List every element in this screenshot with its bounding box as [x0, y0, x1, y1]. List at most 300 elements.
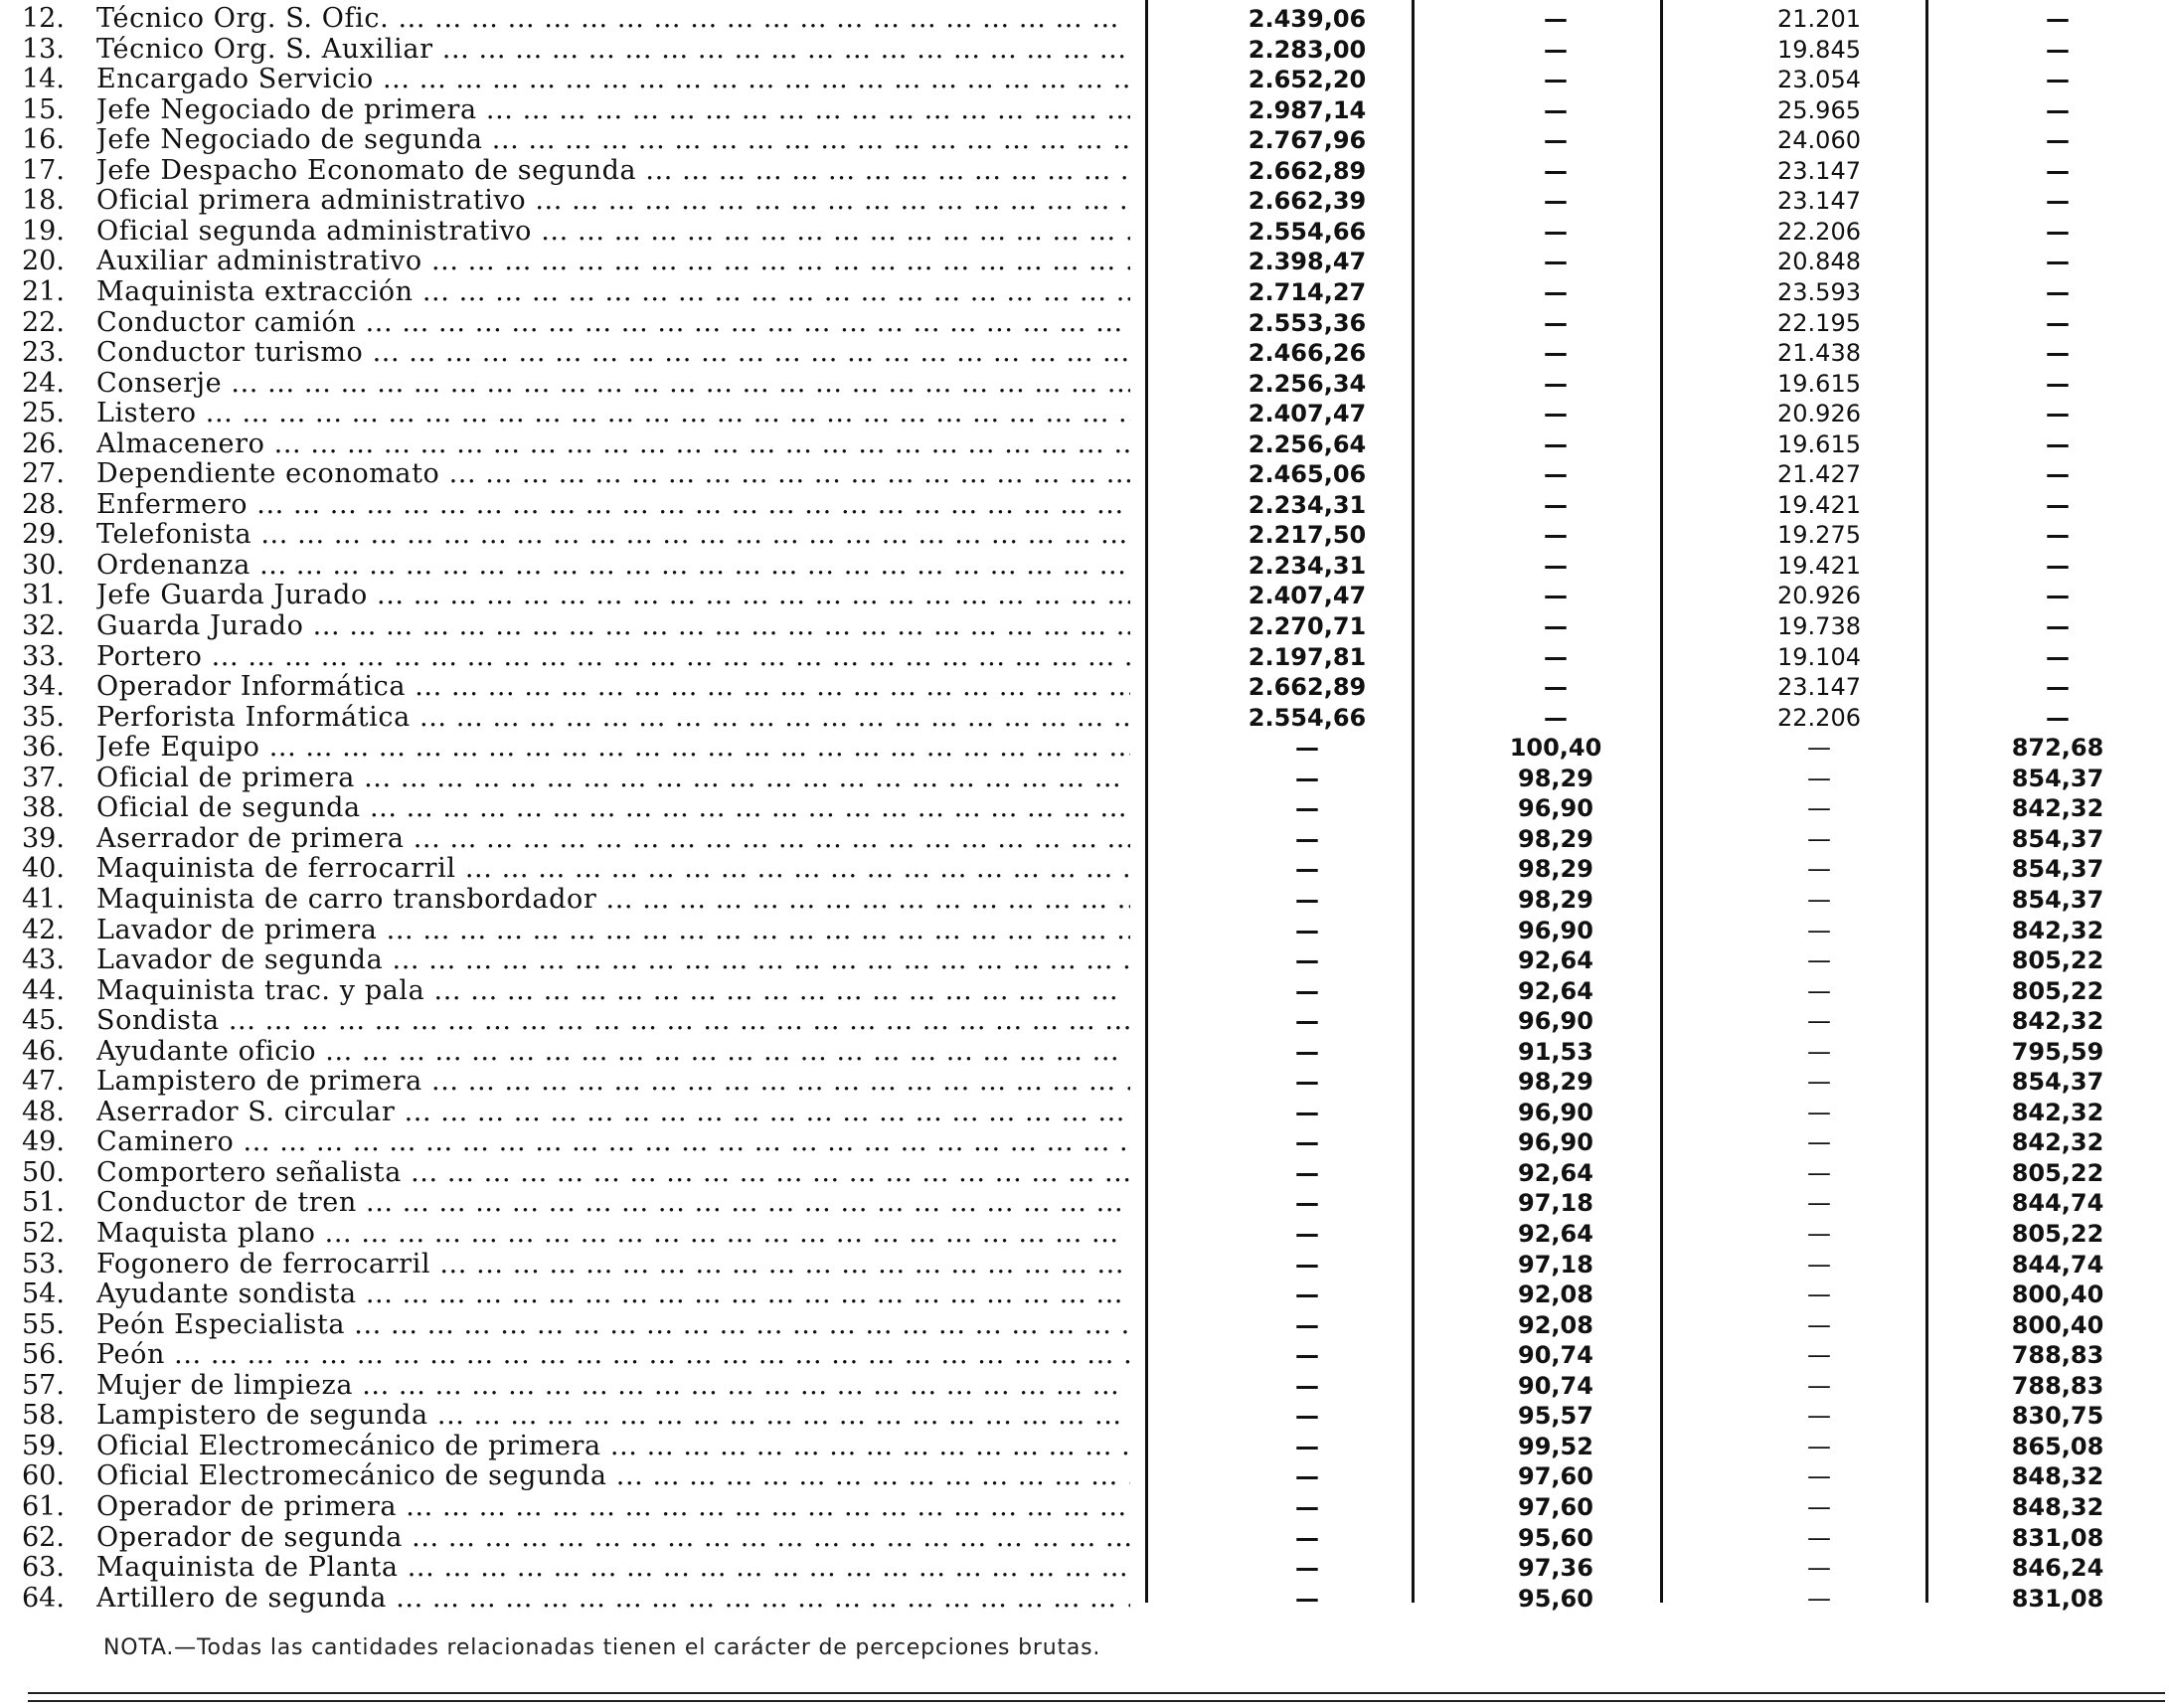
weekly-amount-cell: 854,37 [2011, 764, 2104, 792]
annual-amount-cell: — [1807, 1220, 1831, 1248]
weekly-amount-cell: 844,74 [2011, 1250, 2104, 1279]
category-label: Lampistero de primera ... . [96, 1067, 1130, 1097]
monthly-salary-cell: 2.553,36 [1248, 308, 1367, 337]
weekly-amount-cell: — [2046, 642, 2070, 671]
table-row [0, 490, 2169, 520]
table-row [0, 1219, 2169, 1249]
weekly-amount-cell: — [2046, 5, 2070, 33]
daily-salary-cell: — [1544, 429, 1568, 458]
row-number: 39. [22, 822, 65, 854]
daily-salary-cell: 90,74 [1518, 1341, 1593, 1370]
monthly-salary-cell: — [1295, 885, 1319, 914]
weekly-amount-cell: — [2046, 369, 2070, 398]
weekly-amount-cell: — [2046, 582, 2070, 610]
weekly-amount-cell: 872,68 [2011, 734, 2104, 763]
table-row [0, 1006, 2169, 1036]
category-label: Jefe Equipo ... . [96, 733, 1130, 763]
table-row [0, 65, 2169, 94]
row-number: 53. [22, 1248, 65, 1280]
daily-salary-cell: — [1544, 5, 1568, 33]
daily-salary-cell: 95,60 [1518, 1584, 1593, 1613]
daily-salary-cell: — [1544, 400, 1568, 428]
category-label: Conductor camión ... . [96, 308, 1130, 338]
daily-salary-cell: 92,64 [1518, 976, 1593, 1005]
weekly-amount-cell: 788,83 [2011, 1341, 2104, 1370]
annual-amount-cell: 23.147 [1777, 187, 1861, 216]
monthly-salary-cell: 2.714,27 [1248, 277, 1367, 306]
row-number: 62. [22, 1521, 65, 1553]
weekly-amount-cell: 831,08 [2011, 1584, 2104, 1613]
monthly-salary-cell: — [1295, 1128, 1319, 1157]
category-label: Oficial de primera ... . [96, 764, 1130, 793]
table-row [0, 369, 2169, 399]
annual-amount-cell: — [1807, 764, 1831, 792]
annual-amount-cell: — [1807, 794, 1831, 823]
table-row [0, 1098, 2169, 1127]
annual-amount-cell: — [1807, 1007, 1831, 1036]
category-label: Ayudante sondista ... . [96, 1280, 1130, 1309]
row-number: 47. [22, 1066, 65, 1098]
monthly-salary-cell: — [1295, 1037, 1319, 1066]
annual-amount-cell: — [1807, 824, 1831, 853]
daily-salary-cell: 97,60 [1518, 1492, 1593, 1521]
row-number: 51. [22, 1187, 65, 1219]
category-label: Operador Informática ... . [96, 672, 1130, 702]
monthly-salary-cell: 2.466,26 [1248, 339, 1367, 368]
daily-salary-cell: — [1544, 490, 1568, 519]
weekly-amount-cell: 854,37 [2011, 824, 2104, 853]
table-row [0, 125, 2169, 155]
row-number: 18. [22, 185, 65, 217]
annual-amount-cell: 19.421 [1777, 551, 1861, 580]
daily-salary-cell: — [1544, 612, 1568, 640]
monthly-salary-cell: 2.767,96 [1248, 126, 1367, 155]
daily-salary-cell: — [1544, 187, 1568, 216]
monthly-salary-cell: — [1295, 1007, 1319, 1036]
row-number: 17. [22, 154, 65, 186]
weekly-amount-cell: — [2046, 156, 2070, 185]
row-number: 42. [22, 914, 65, 945]
weekly-amount-cell: — [2046, 460, 2070, 489]
weekly-amount-cell: — [2046, 126, 2070, 155]
weekly-amount-cell: — [2046, 217, 2070, 246]
weekly-amount-cell: 854,37 [2011, 885, 2104, 914]
row-number: 40. [22, 853, 65, 885]
table-row [0, 338, 2169, 368]
category-label: Listero ... . [96, 399, 1130, 428]
category-label: Peón ... . [96, 1340, 1130, 1370]
table-row [0, 916, 2169, 945]
weekly-amount-cell: — [2046, 308, 2070, 337]
monthly-salary-cell: — [1295, 855, 1319, 884]
category-label: Técnico Org. S. Auxiliar ... . [96, 35, 1130, 65]
category-label: Operador de primera ... . [96, 1492, 1130, 1522]
annual-amount-cell: — [1807, 1371, 1831, 1400]
annual-amount-cell: 20.926 [1777, 400, 1861, 428]
category-label: Artillero de segunda ... . [96, 1584, 1130, 1614]
annual-amount-cell: 19.421 [1777, 490, 1861, 519]
table-row [0, 764, 2169, 793]
monthly-salary-cell: 2.439,06 [1248, 5, 1367, 33]
daily-salary-cell: — [1544, 156, 1568, 185]
row-number: 38. [22, 792, 65, 824]
monthly-salary-cell: — [1295, 1220, 1319, 1248]
daily-salary-cell: — [1544, 703, 1568, 732]
category-label: Oficial Electromecánico de segunda ... . [96, 1461, 1130, 1491]
daily-salary-cell: 98,29 [1518, 885, 1593, 914]
row-number: 31. [22, 580, 65, 611]
row-number: 54. [22, 1279, 65, 1310]
table-row [0, 1371, 2169, 1401]
weekly-amount-cell: 795,59 [2011, 1037, 2104, 1066]
table-row [0, 1067, 2169, 1097]
weekly-amount-cell: — [2046, 490, 2070, 519]
row-number: 45. [22, 1005, 65, 1037]
table-row [0, 1250, 2169, 1280]
table-row [0, 642, 2169, 672]
annual-amount-cell: — [1807, 916, 1831, 944]
category-label: Operador de segunda ... . [96, 1523, 1130, 1553]
table-row [0, 854, 2169, 884]
monthly-salary-cell: 2.256,34 [1248, 369, 1367, 398]
monthly-salary-cell: 2.407,47 [1248, 582, 1367, 610]
monthly-salary-cell: 2.662,89 [1248, 156, 1367, 185]
monthly-salary-cell: — [1295, 1250, 1319, 1279]
footnote: NOTA.—Todas las cantidades relacionadas tienen el carácter de percepciones brutas. [103, 1635, 1101, 1660]
monthly-salary-cell: — [1295, 1523, 1319, 1552]
daily-salary-cell: — [1544, 673, 1568, 702]
category-label: Maquinista extracción ... . [96, 277, 1130, 307]
daily-salary-cell: 98,29 [1518, 855, 1593, 884]
annual-amount-cell: — [1807, 885, 1831, 914]
weekly-amount-cell: 805,22 [2011, 1220, 2104, 1248]
daily-salary-cell: 98,29 [1518, 1068, 1593, 1097]
row-number: 49. [22, 1126, 65, 1158]
annual-amount-cell: — [1807, 976, 1831, 1005]
row-number: 25. [22, 398, 65, 429]
category-label: Comportero señalista ... . [96, 1158, 1130, 1188]
table-row [0, 520, 2169, 550]
monthly-salary-cell: — [1295, 1462, 1319, 1491]
daily-salary-cell: — [1544, 339, 1568, 368]
monthly-salary-cell: — [1295, 1158, 1319, 1187]
daily-salary-cell: 92,08 [1518, 1310, 1593, 1339]
annual-amount-cell: 20.926 [1777, 582, 1861, 610]
category-label: Peón Especialista ... . [96, 1310, 1130, 1340]
category-label: Perforista Informática ... . [96, 703, 1130, 733]
table-row [0, 459, 2169, 489]
table-row [0, 1553, 2169, 1583]
weekly-amount-cell: 800,40 [2011, 1281, 2104, 1309]
row-number: 50. [22, 1156, 65, 1188]
category-label: Técnico Org. S. Ofic. ... . [96, 4, 1130, 34]
row-number: 16. [22, 124, 65, 156]
weekly-amount-cell: — [2046, 429, 2070, 458]
daily-salary-cell: 92,64 [1518, 1158, 1593, 1187]
table-row [0, 1523, 2169, 1553]
monthly-salary-cell: 2.662,89 [1248, 673, 1367, 702]
row-number: 23. [22, 337, 65, 369]
annual-amount-cell: — [1807, 1068, 1831, 1097]
monthly-salary-cell: 2.465,06 [1248, 460, 1367, 489]
daily-salary-cell: — [1544, 642, 1568, 671]
weekly-amount-cell: 831,08 [2011, 1523, 2104, 1552]
daily-salary-cell: 95,57 [1518, 1402, 1593, 1431]
category-label: Conductor de tren ... . [96, 1188, 1130, 1218]
row-number: 32. [22, 610, 65, 641]
category-label: Portero ... . [96, 642, 1130, 672]
table-row [0, 1037, 2169, 1067]
daily-salary-cell: 92,64 [1518, 946, 1593, 975]
table-row [0, 399, 2169, 428]
weekly-amount-cell: — [2046, 35, 2070, 64]
category-label: Maquinista trac. y pala ... . [96, 976, 1130, 1006]
category-label: Ordenanza ... . [96, 551, 1130, 581]
row-number: 44. [22, 974, 65, 1006]
table-row [0, 1340, 2169, 1370]
row-number: 29. [22, 519, 65, 551]
row-number: 64. [22, 1582, 65, 1614]
daily-salary-cell: 98,29 [1518, 764, 1593, 792]
daily-salary-cell: — [1544, 95, 1568, 124]
category-label: Sondista ... . [96, 1006, 1130, 1036]
annual-amount-cell: — [1807, 1341, 1831, 1370]
category-label: Fogonero de ferrocarril ... . [96, 1250, 1130, 1280]
daily-salary-cell: 96,90 [1518, 794, 1593, 823]
category-label: Oficial Electromecánico de primera ... . [96, 1432, 1130, 1461]
annual-amount-cell: 23.147 [1777, 156, 1861, 185]
row-number: 28. [22, 488, 65, 520]
monthly-salary-cell: — [1295, 1189, 1319, 1218]
daily-salary-cell: — [1544, 66, 1568, 94]
daily-salary-cell: 98,29 [1518, 824, 1593, 853]
monthly-salary-cell: — [1295, 1281, 1319, 1309]
table-row [0, 1127, 2169, 1157]
annual-amount-cell: — [1807, 1584, 1831, 1613]
category-label: Almacenero ... . [96, 429, 1130, 459]
weekly-amount-cell: 848,32 [2011, 1492, 2104, 1521]
monthly-salary-cell: — [1295, 1371, 1319, 1400]
annual-amount-cell: — [1807, 946, 1831, 975]
annual-amount-cell: 25.965 [1777, 95, 1861, 124]
monthly-salary-cell: — [1295, 1554, 1319, 1583]
annual-amount-cell: 22.206 [1777, 217, 1861, 246]
daily-salary-cell: 96,90 [1518, 1007, 1593, 1036]
table-row [0, 976, 2169, 1006]
category-label: Maquinista de Planta ... . [96, 1553, 1130, 1583]
row-number: 37. [22, 762, 65, 793]
table-row [0, 95, 2169, 125]
category-label: Lavador de primera ... . [96, 916, 1130, 945]
row-number: 56. [22, 1339, 65, 1371]
annual-amount-cell: — [1807, 1310, 1831, 1339]
daily-salary-cell: 96,90 [1518, 1098, 1593, 1126]
daily-salary-cell: — [1544, 460, 1568, 489]
row-number: 57. [22, 1369, 65, 1401]
category-label: Caminero ... . [96, 1127, 1130, 1157]
monthly-salary-cell: 2.270,71 [1248, 612, 1367, 640]
monthly-salary-cell: 2.234,31 [1248, 551, 1367, 580]
monthly-salary-cell: 2.217,50 [1248, 521, 1367, 550]
annual-amount-cell: — [1807, 1462, 1831, 1491]
category-label: Maquista plano ... . [96, 1219, 1130, 1249]
annual-amount-cell: — [1807, 1250, 1831, 1279]
table-row [0, 1584, 2169, 1614]
daily-salary-cell: 91,53 [1518, 1037, 1593, 1066]
row-number: 63. [22, 1552, 65, 1584]
daily-salary-cell: — [1544, 277, 1568, 306]
daily-salary-cell: 97,18 [1518, 1250, 1593, 1279]
table-row [0, 581, 2169, 610]
row-number: 26. [22, 427, 65, 459]
row-number: 22. [22, 306, 65, 338]
annual-amount-cell: 21.201 [1777, 5, 1861, 33]
category-label: Telefonista ... . [96, 520, 1130, 550]
category-label: Conductor turismo ... . [96, 338, 1130, 368]
monthly-salary-cell: — [1295, 824, 1319, 853]
monthly-salary-cell: 2.407,47 [1248, 400, 1367, 428]
divider-rule [28, 1692, 2165, 1694]
table-row [0, 1432, 2169, 1461]
annual-amount-cell: — [1807, 1189, 1831, 1218]
weekly-amount-cell: — [2046, 703, 2070, 732]
daily-salary-cell: — [1544, 521, 1568, 550]
table-row [0, 156, 2169, 186]
annual-amount-cell: 19.615 [1777, 369, 1861, 398]
table-row [0, 733, 2169, 763]
table-row [0, 945, 2169, 975]
daily-salary-cell: 99,52 [1518, 1432, 1593, 1460]
weekly-amount-cell: 800,40 [2011, 1310, 2104, 1339]
weekly-amount-cell: 842,32 [2011, 916, 2104, 944]
annual-amount-cell: — [1807, 1281, 1831, 1309]
category-label: Jefe Guarda Jurado ... . [96, 581, 1130, 610]
category-label: Oficial primera administrativo ... . [96, 186, 1130, 216]
row-number: 34. [22, 671, 65, 703]
weekly-amount-cell: 830,75 [2011, 1402, 2104, 1431]
row-number: 33. [22, 640, 65, 672]
category-label: Dependiente economato ... . [96, 459, 1130, 489]
table-row [0, 885, 2169, 915]
category-label: Lavador de segunda ... . [96, 945, 1130, 975]
weekly-amount-cell: — [2046, 612, 2070, 640]
category-label: Oficial de segunda ... . [96, 793, 1130, 823]
table-row [0, 186, 2169, 216]
annual-amount-cell: 23.147 [1777, 673, 1861, 702]
table-row [0, 551, 2169, 581]
weekly-amount-cell: — [2046, 95, 2070, 124]
weekly-amount-cell: — [2046, 400, 2070, 428]
table-row [0, 429, 2169, 459]
category-label: Ayudante oficio ... . [96, 1037, 1130, 1067]
daily-salary-cell: — [1544, 35, 1568, 64]
row-number: 24. [22, 367, 65, 399]
monthly-salary-cell: — [1295, 946, 1319, 975]
monthly-salary-cell: — [1295, 764, 1319, 792]
daily-salary-cell: 97,36 [1518, 1554, 1593, 1583]
monthly-salary-cell: — [1295, 794, 1319, 823]
weekly-amount-cell: — [2046, 248, 2070, 276]
annual-amount-cell: — [1807, 1098, 1831, 1126]
annual-amount-cell: 23.593 [1777, 277, 1861, 306]
weekly-amount-cell: 844,74 [2011, 1189, 2104, 1218]
annual-amount-cell: — [1807, 1554, 1831, 1583]
category-label: Aserrador S. circular ... . [96, 1098, 1130, 1127]
table-row [0, 824, 2169, 854]
weekly-amount-cell: 788,83 [2011, 1371, 2104, 1400]
table-row [0, 1492, 2169, 1522]
row-number: 20. [22, 246, 65, 277]
category-label: Oficial segunda administrativo ... . [96, 217, 1130, 247]
table-row [0, 1188, 2169, 1218]
weekly-amount-cell: 805,22 [2011, 976, 2104, 1005]
table-row [0, 703, 2169, 733]
row-number: 61. [22, 1490, 65, 1522]
daily-salary-cell: — [1544, 369, 1568, 398]
category-label: Guarda Jurado ... . [96, 611, 1130, 641]
daily-salary-cell: 100,40 [1509, 734, 1602, 763]
row-number: 36. [22, 732, 65, 764]
row-number: 59. [22, 1430, 65, 1461]
row-number: 41. [22, 883, 65, 915]
category-label: Jefe Negociado de primera ... . [96, 95, 1130, 125]
category-label: Encargado Servicio ... . [96, 65, 1130, 94]
row-number: 58. [22, 1400, 65, 1432]
row-number: 21. [22, 275, 65, 307]
category-label: Jefe Despacho Economato de segunda ... . [96, 156, 1130, 186]
category-label: Aserrador de primera ... . [96, 824, 1130, 854]
annual-amount-cell: — [1807, 734, 1831, 763]
daily-salary-cell: 97,18 [1518, 1189, 1593, 1218]
annual-amount-cell: 19.615 [1777, 429, 1861, 458]
table-row [0, 217, 2169, 247]
weekly-amount-cell: 854,37 [2011, 855, 2104, 884]
weekly-amount-cell: 842,32 [2011, 1007, 2104, 1036]
category-label: Mujer de limpieza ... . [96, 1371, 1130, 1401]
monthly-salary-cell: 2.662,39 [1248, 187, 1367, 216]
row-number: 27. [22, 458, 65, 490]
category-label: Maquinista de carro transbordador ... . [96, 885, 1130, 915]
annual-amount-cell: 21.438 [1777, 339, 1861, 368]
monthly-salary-cell: — [1295, 916, 1319, 944]
annual-amount-cell: — [1807, 1492, 1831, 1521]
weekly-amount-cell: — [2046, 187, 2070, 216]
monthly-salary-cell: — [1295, 1402, 1319, 1431]
annual-amount-cell: — [1807, 1037, 1831, 1066]
weekly-amount-cell: — [2046, 551, 2070, 580]
category-label: Lampistero de segunda ... . [96, 1401, 1130, 1431]
daily-salary-cell: — [1544, 308, 1568, 337]
annual-amount-cell: 19.738 [1777, 612, 1861, 640]
table-row [0, 1158, 2169, 1188]
annual-amount-cell: 23.054 [1777, 66, 1861, 94]
divider-rule [28, 1700, 2165, 1702]
table-row [0, 1280, 2169, 1309]
daily-salary-cell: 96,90 [1518, 916, 1593, 944]
monthly-salary-cell: — [1295, 1068, 1319, 1097]
annual-amount-cell: 19.104 [1777, 642, 1861, 671]
weekly-amount-cell: 848,32 [2011, 1462, 2104, 1491]
row-number: 48. [22, 1096, 65, 1127]
weekly-amount-cell: 846,24 [2011, 1554, 2104, 1583]
category-label: Conserje ... . [96, 369, 1130, 399]
table-row [0, 4, 2169, 34]
daily-salary-cell: 97,60 [1518, 1462, 1593, 1491]
row-number: 14. [22, 64, 65, 95]
annual-amount-cell: — [1807, 1432, 1831, 1460]
annual-amount-cell: 19.845 [1777, 35, 1861, 64]
monthly-salary-cell: 2.234,31 [1248, 490, 1367, 519]
